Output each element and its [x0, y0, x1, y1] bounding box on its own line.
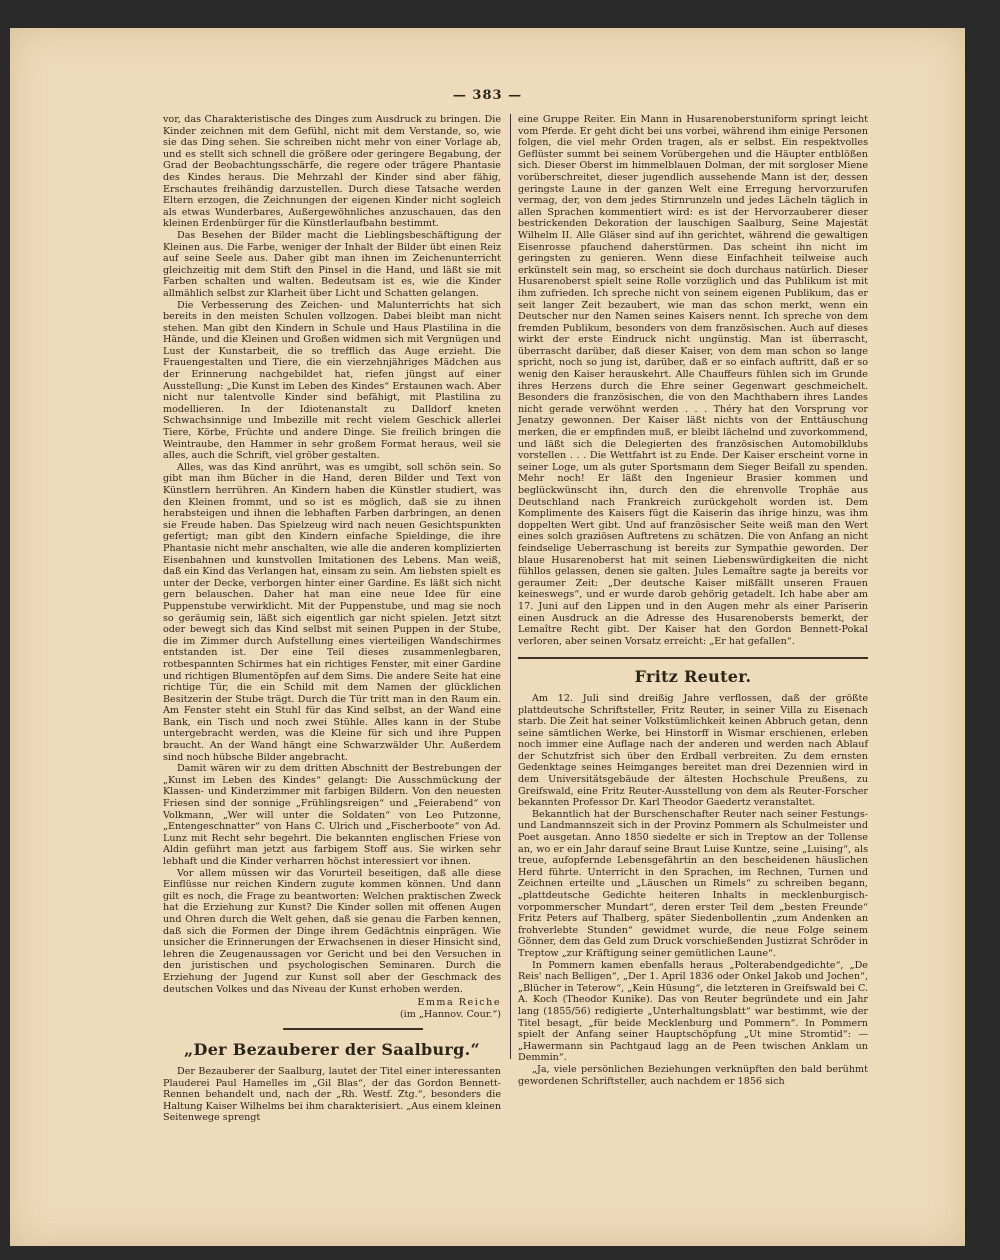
article-title-reuter: Fritz Reuter.	[634, 667, 752, 687]
divider	[518, 657, 868, 659]
left-paragraph: Vor allem müssen wir das Vorurteil beseitigen, daß alle diese Einflüsse nur reichen Kindern zugute kommen können. Und dann gilt es noch, die Frage zu beantworten: Welchen praktischen Zweck hat die Erziehung zur Kunst? Die Kinder sollen mit offenen Augen und Ohren durch die Welt gehen, daß sie genau die Farben kennen, daß sich die Formen der Dinge ihrem Gedächtnis einprägen. Wie unsicher die Erinnerungen der Erwachsenen in dieser Hinsicht sind, lehren die Zeugenaussagen vor Gericht und bei den Versuchen in den juristischen und psychologischen Seminaren. Durch die Erziehung der Jugend zur Kunst soll aber der Geschmack des deutschen Volkes und das Niveau der Kunst erhoben werden.	[163, 867, 501, 995]
author: Emma Reiche	[417, 997, 501, 1009]
left-paragraph: Der Bezauberer der Saalburg, lautet der Titel einer interessanten Plauderei Paul Hamelles im „Gil Blas“, der das Gordon Bennett-Rennen behandelt und, nach der „Rh. Westf. Ztg.“, besonders die Haltung Kaiser Wilhelms bei ihm charakterisiert. „Aus einem kleinen Seitenwege sprengt	[163, 1065, 501, 1124]
right-paragraph: „Ja, viele persönlichen Beziehungen verknüpften den bald berühmt gewordenen Schriftsteller, auch nachdem er 1856 sich	[518, 1063, 868, 1087]
right-paragraph: In Pommern kamen ebenfalls heraus „Polterabendgedichte“, „De Reis' nach Belligen“, „Der 1. April 1836 oder Onkel Jakob und Jochen“, „Blücher in Teterow“, „Kein Hüsung“, die letzteren in Greifswald bei C. A. Koch (Theodor Kunike). Das von Reuter begründete und ein Jahr lang (1855/56) redigierte „Unterhaltungsblatt“ war bestimmt, wie der Titel besagt, „für beide Mecklenburg und Pommern“. In Pommern spielt der Anfang seiner Hauptschöpfung „Ut mine Stromtid“: — „Hawermann sin Pachtgaud lagg an de Peen twischen Anklam un Demmin“.	[518, 959, 868, 1064]
source: (im „Hannov. Cour.“)	[399, 1008, 501, 1020]
page-number: — 383 —	[452, 88, 523, 103]
right-column	[518, 114, 868, 1087]
column-divider	[510, 114, 511, 1059]
left-column	[163, 114, 501, 1124]
left-paragraph: Das Besehen der Bilder macht die Lieblingsbeschäftigung der Kleinen aus. Die Farbe, weniger der Inhalt der Bilder übt einen Reiz auf seine Seele aus. Daher gibt man ihnen im Zeichenunterricht gleichzeitig mit dem Stift den Pinsel in die Hand, und läßt sie mit Farben schalten und walten. Bedeutsam ist es, wie die Kinder allmählich selbst zur Klarheit über Licht und Schatten gelangen.	[163, 229, 501, 299]
right-paragraph: Am 12. Juli sind dreißig Jahre verflossen, daß der größte plattdeutsche Schriftsteller, Fritz Reuter, in seiner Villa zu Eisenach starb. Die Zeit hat seiner Volkstümlichkeit keinen Abbruch getan, denn seine sämtlichen Werke, bei Hinstorff in Wismar erschienen, erleben noch immer eine Auflage nach der anderen und werden nach Ablauf der Schutzfrist sich über den Erdball verbreiten. Zu dem ernsten Gedenktage seines Heimganges bereitet man drei Dezennien wird in dem Universitätsgebäude der ältesten Hochschule Preußens, zu Greifswald, eine Fritz Reuter-Ausstellung von dem als Reuter-Forscher bekannten Professor Dr. Karl Theodor Gaedertz veranstaltet.	[518, 692, 868, 809]
right-paragraph: Bekanntlich hat der Burschenschafter Reuter nach seiner Festungs- und Landmannszeit sich in der Provinz Pommern als Schulmeister und Poet ausgetan. Anno 1850 siedelte er sich in Treptow an der Tollense an, wo er ein Jahr darauf seine Braut Luise Kuntze, seine „Luising“, als treue, aufopfernde Lebensgefährtin an den bescheidenen häuslichen Herd führte. Unterricht in den Sprachen, im Rechnen, Turnen und Zeichnen erteilte und „Läuschen un Rimels“ zu schreiben begann, „plattdeutsche Gedichte heiteren Inhalts in mecklenburgisch-vorpommerscher Mundart“, deren erster Teil dem „besten Freunde“ Fritz Peters auf Thalberg, später Siedenbollentin „zum Andenken an frohverlebte Stunden“ gewidmet wurde, die neue Folge seinem Gönner, dem das Geld zum Druck vorschießenden Justizrat Schröder in Treptow „zur Kräftigung seiner gemütlichen Laune“.	[518, 808, 868, 959]
left-paragraph: Alles, was das Kind anrührt, was es umgibt, soll schön sein. So gibt man ihm Bücher in die Hand, deren Bilder und Text von Künstlern herrühren. An Kindern haben die Künstler studiert, was den Kleinen frommt, und so ist es möglich, daß sie zu ihnen herabsteigen und ihnen die lebhaften Farben darbringen, an denen sie Freude haben. Das Spielzeug wird nach neuen Gesichtspunkten gefertigt; man gibt den Kindern einfache Spieldinge, die ihre Phantasie nicht mehr anschalten, wie alle die anderen komplizierten Eisenbahnen und kunstvollen Imitationen des Lebens. Man weiß, daß ein Kind das Verlangen hat, einsam zu sein. Am liebsten spielt es unter der Decke, verborgen hinter einer Gardine. Es läßt sich nicht gern belauschen. Daher hat man eine neue Idee für eine Puppenstube verwirklicht. Mit der Puppenstube, und mag sie noch so geräumig sein, läßt sich eigentlich gar nicht spielen. Jetzt sitzt oder bewegt sich das Kind selbst mit seinen Puppen in der Stube, die im Zimmer durch Aufstellung eines vierteiligen Wandschirmes entstanden ist. Der eine Teil dieses zusammenlegbaren, rotbespannten Schirmes hat ein richtiges Fenster, mit einer Gardine und richtigen Blumentöpfen auf dem Sims. Die andere Seite hat eine richtige Tür, die ein Schild mit dem Namen der glücklichen Besitzerin der Stube trägt. Durch die Tür tritt man in den Raum ein. Am Fenster steht ein Stuhl für das Kind selbst, an der Wand eine Bank, ein Tisch und noch zwei Stühle. Alles kann in der Stube untergebracht werden, was die Kleine für sich und ihre Puppen braucht. An der Wand hängt eine Schwarzwälder Uhr. Außerdem sind noch hübsche Bilder angebracht.	[163, 461, 501, 763]
divider	[283, 1028, 423, 1030]
right-paragraph: eine Gruppe Reiter. Ein Mann in Husarenoberstuniform springt leicht vom Pferde. Er geht dicht bei uns vorbei, während ihm einige Personen folgen, die viel mehr Orden tragen, als er selbst. Ein respektvolles Geflüster summt bei seinem Vorübergehen und die Häupter entblößen sich. Dieser Oberst im himmelblauen Dolman, der mit sorgloser Miene vorüberschreitet, dieser jugendlich aussehende Mann ist der, dessen geringste Laune in der ganzen Welt eine Erregung hervorzurufen vermag, der, von dem jedes Stirnrunzeln und jedes Lächeln täglich in allen Sprachen kommentiert wird: es ist der Hervorzauberer dieser bestrickenden Dekoration der lauschigen Saalburg, Seine Majestät Wilhelm II. Alle Gläser sind auf ihn gerichtet, während die gewaltigen Eisenrosse pfauchend daherstürmen. Das scheint ihn nicht im geringsten zu genieren. Wenn diese Einfachheit teilweise auch erkünstelt sein mag, so erscheint sie doch durchaus natürlich. Dieser Husarenoberst spielt seine Rolle vorzüglich und das Publikum ist mit ihm zufrieden. Ich spreche nicht von seinem eigenen Publikum, das er seit langer Zeit bezaubert, wie man das schon merkt, wenn ein Deutscher nur den Namen seines Kaisers nennt. Ich spreche von dem fremden Publikum, besonders von dem französischen. Auch auf dieses wirkt der erste Eindruck nicht ungünstig. Man ist überrascht, überrascht darüber, daß dieser Kaiser, von dem man schon so lange spricht, noch so jung ist, darüber, daß er so einfach auftritt, daß er so wenig den Kaiser herauskehrt. Alle Chauffeurs fühlen sich im Grunde ihres Herzens durch die Ehre seiner Gegenwart geschmeichelt. Besonders die französischen, die von den Machthabern ihres Landes nicht gerade verwöhnt werden . . . Théry hat den Vorsprung vor Jenatzy gewonnen. Der Kaiser läßt nichts von der Enttäuschung merken, die er empfinden muß, er bleibt lächelnd und zuvorkommend, und läßt sich die Delegierten des französischen Automobilklubs vorstellen . . . Die Wettfahrt ist zu Ende. Der Kaiser erscheint vorne in seiner Loge, um als guter Sportsmann dem Sieger Beifall zu spenden. Mehr noch! Er läßt den Ingenieur Brasier kommen und beglückwünscht ihn, durch den die ehrenvolle Trophäe aus Deutschland nach Frankreich zurückgeholt worden ist. Dem Komplimente des Kaisers fügt die Kaiserin das ihrige hinzu, was ihm doppelten Wert gibt. Und auf französischer Seite weiß man den Wert eines solch graziösen Auftretens zu schätzen. Die von Anfang an nicht feindselige Ueberraschung ist bereits zur Sympathie geworden. Der blaue Husarenoberst hat mit seinen Liebenswürdigkeiten die nicht fühllos gelassen, denen sie galten. Jules Lemaître sagte ja bereits vor geraumer Zeit: „Der deutsche Kaiser mißfällt unseren Frauen keineswegs“, und er wurde darob gehörig getadelt. Ich habe aber am 17. Juni auf den Lippen und in den Augen mehr als einer Pariserin einen Ausdruck an die Adresse des Husarenobersts bemerkt, der Lemaître Recht gibt. Der Kaiser hat den Gordon Bennett-Pokal verloren, aber seinen Vorsatz erreicht: „Er hat gefallen“.	[518, 114, 868, 647]
left-paragraph: vor, das Charakteristische des Dinges zum Ausdruck zu bringen. Die Kinder zeichnen mit dem Gefühl, nicht mit dem Verstande, so, wie sie das Ding sehen. Sie schreiben nicht mehr von einer Vorlage ab, und es stellt sich schnell die größere oder geringere Begabung, der Grad der Beobachtungsschärfe, die regere oder trägere Phantasie des Kindes heraus. Die Mehrzahl der Kinder sind aber fähig, Erschautes freihändig darzustellen. Durch diese Tatsache werden Eltern erzogen, die Zeichnungen der eigenen Kinder nicht sogleich als etwas Wunderbares, Außergewöhnliches anzuschauen, das den kleinen Erdenbürger für die Künstlerlaufbahn bestimmt.	[163, 114, 501, 230]
left-paragraph: Die Verbesserung des Zeichen- und Malunterrichts hat sich bereits in den meisten Schulen vollzogen. Dabei bleibt man nicht stehen. Man gibt den Kindern in Schule und Haus Plastilina in die Hände, und die Kleinen und Großen widmen sich mit Vergnügen und Lust der Kunstarbeit, die so trefflich das Auge erzieht. Die Frauengestalten und Tiere, die ein vierzehnjähriges Mädchen aus der Erinnerung nachgebildet hat, riefen jüngst auf einer Ausstellung: „Die Kunst im Leben des Kindes“ Erstaunen wach. Aber nicht nur talentvolle Kinder sind befähigt, mit Plastilina zu modellieren. In der Idiotenanstalt zu Dalldorf kneten Schwachsinnige und Imbezille mit recht vielem Geschick allerlei Tiere, Körbe, Früchte und andere Dinge. Sie freilich bringen die Weintraube, den Hammer in sehr großem Format heraus, weil sie alles, auch die Schrift, viel gröber gestalten.	[163, 299, 501, 462]
left-paragraph: Damit wären wir zu dem dritten Abschnitt der Bestrebungen der „Kunst im Leben des Kindes“ gelangt: Die Ausschmückung der Klassen- und Kinderzimmer mit farbigen Bildern. Von den neuesten Friesen sind der sonnige „Frühlingsreigen“ und „Feierabend“ von Volkmann, „Wer will unter die Soldaten“ von Leo Putzonne, „Entengeschnatter“ von Hans C. Ulrich und „Fischerboote“ von Ad. Lunz mit Recht sehr begehrt. Die bekannten englischen Friese von Aldin geführt man jetzt aus farbigem Stoff aus. Sie wirken sehr lebhaft und die Kinder verharren höchst interessiert vor ihnen.	[163, 763, 501, 867]
newspaper-page	[10, 28, 965, 1246]
article-title-saalburg: „Der Bezauberer der Saalburg.“	[184, 1040, 480, 1060]
byline	[163, 997, 501, 1020]
